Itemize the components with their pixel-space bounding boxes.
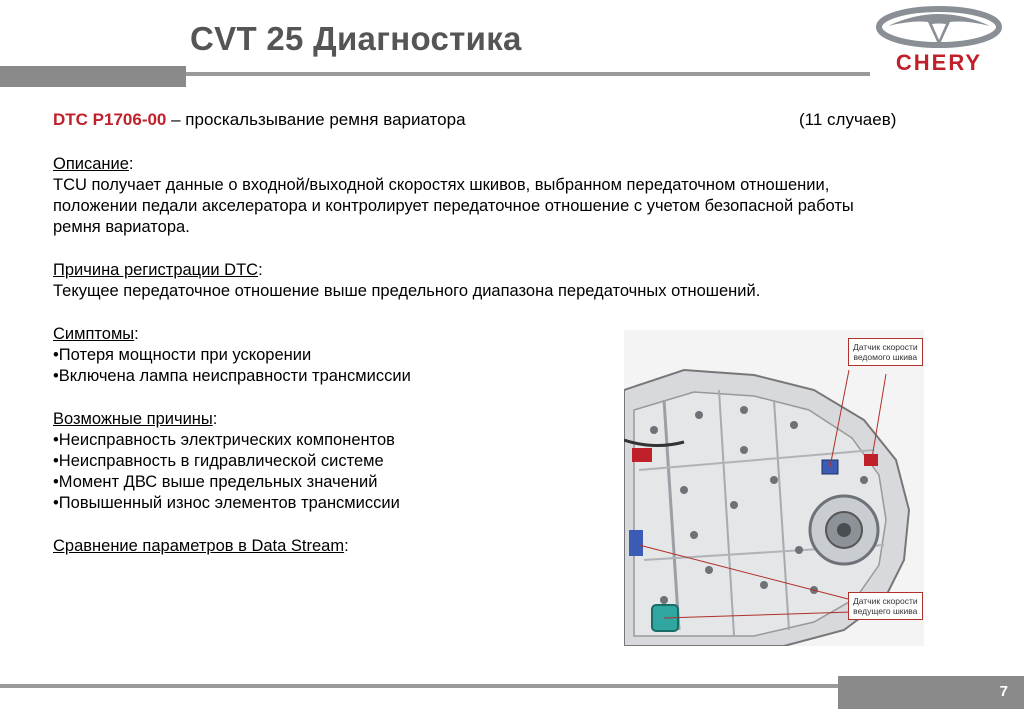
dtc-code: DTC P1706-00 bbox=[53, 110, 167, 129]
cause-section: Причина регистрации DTC: Текущее передаточное отношение выше предельного диапазона передаточных отношений. bbox=[53, 260, 953, 302]
footer-page-box bbox=[838, 676, 1024, 709]
header-bar-line bbox=[186, 72, 870, 76]
list-item: •Повышенный износ элементов трансмиссии bbox=[53, 494, 400, 512]
chery-logo bbox=[874, 4, 1004, 76]
list-item: •Момент ДВС выше предельных значений bbox=[53, 473, 378, 491]
brand-wordmark: CHERY bbox=[895, 50, 983, 75]
dtc-description: – проскальзывание ремня вариатора bbox=[166, 110, 466, 129]
dtc-line bbox=[53, 109, 953, 132]
callout-text-line: ведущего шкива bbox=[853, 606, 918, 616]
possible-causes-section: Возможные причины: •Неисправность электрических компонентов •Неисправность в гидравлической системе •Момент ДВС выше предельных значений •Повышенный износ элементов трансмиссии bbox=[53, 409, 953, 514]
callout-driving-pulley-sensor bbox=[848, 592, 923, 620]
list-item: •Включена лампа неисправности трансмиссии bbox=[53, 367, 411, 385]
data-stream-section: Сравнение параметров в Data Stream: bbox=[53, 537, 349, 555]
list-item: •Потеря мощности при ускорении bbox=[53, 346, 312, 364]
header-bar-block bbox=[0, 66, 186, 87]
description-text-line: TCU получает данные о входной/выходной скоростях шкивов, выбранном передаточном отношении, bbox=[53, 176, 830, 194]
symptoms-section: Симптомы: •Потеря мощности при ускорении •Включена лампа неисправности трансмиссии bbox=[53, 324, 953, 387]
data-stream-heading: Сравнение параметров в Data Stream bbox=[53, 537, 345, 555]
cause-text: Текущее передаточное отношение выше предельного диапазона передаточных отношений. bbox=[53, 282, 761, 300]
description-text-line: ремня вариатора. bbox=[53, 218, 190, 236]
callout-text-line: Датчик скорости bbox=[853, 596, 918, 606]
dtc-count: (11 случаев) bbox=[799, 110, 897, 129]
transmission-image bbox=[624, 330, 924, 646]
symptoms-heading: Симптомы bbox=[53, 325, 135, 343]
footer-bar-line bbox=[0, 684, 838, 688]
description-text-line: положении педали акселератора и контролирует передаточное отношение с учетом безопасной работы bbox=[53, 197, 854, 215]
possible-causes-heading: Возможные причины bbox=[53, 410, 213, 428]
cause-heading: Причина регистрации DTC bbox=[53, 261, 259, 279]
callout-driven-pulley-sensor bbox=[848, 338, 923, 366]
page-number: 7 bbox=[999, 683, 1008, 700]
chery-emblem-icon bbox=[874, 4, 1004, 50]
list-item: •Неисправность в гидравлической системе bbox=[53, 452, 384, 470]
callout-text-line: ведомого шкива bbox=[853, 352, 918, 362]
description-heading: Описание bbox=[53, 155, 129, 173]
callout-text-line: Датчик скорости bbox=[853, 342, 918, 352]
description-section: Описание: TCU получает данные о входной/выходной скоростях шкивов, выбранном передаточном отношении, положении педали акселератора и контролирует передаточное отношение с учетом безопасной работы ремня вариатора. bbox=[53, 154, 953, 238]
list-item: •Неисправность электрических компонентов bbox=[53, 431, 395, 449]
page-title: CVT 25 Диагностика bbox=[190, 20, 522, 57]
